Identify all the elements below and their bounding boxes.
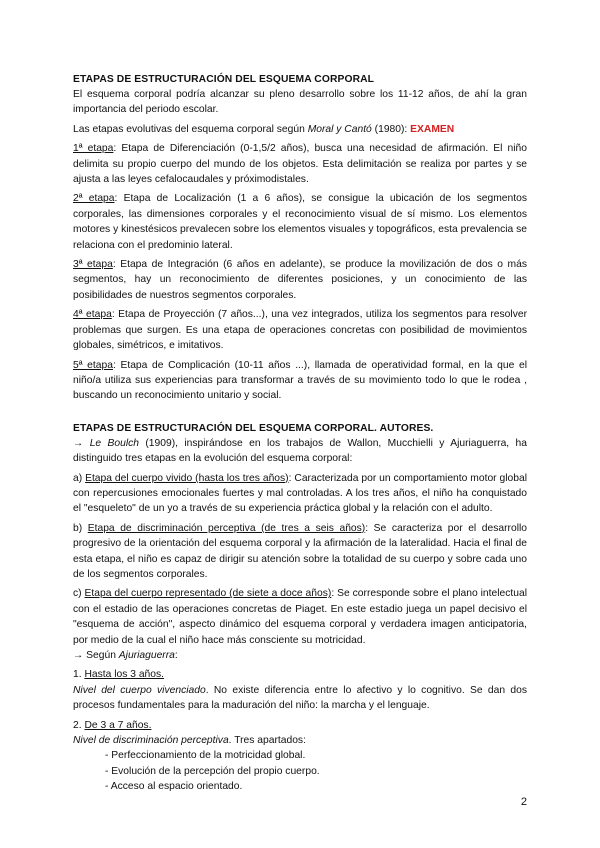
point1-level: Nivel del cuerpo vivenciado <box>73 684 206 696</box>
exam-tag: EXAMEN <box>410 123 455 135</box>
stage-label: 2ª etapa <box>73 193 115 205</box>
section2-heading: ETAPAS DE ESTRUCTURACIÓN DEL ESQUEMA CORPORAL. AUTORES. <box>73 422 434 434</box>
boulch-paragraph <box>73 436 527 467</box>
arrow-icon: → <box>73 437 90 449</box>
author-ajuriaguerra: Ajuriaguerra <box>118 650 175 661</box>
item-label: Etapa de discriminación perceptiva (de tres a seis años) <box>87 522 366 534</box>
stage-text: : Etapa de Complicación (10-11 años ...), llamada de operatividad formal, en la que el niño/a utiliza sus experiencias para transformar a través de su movimiento todo lo que le rodea , buscando un reconocimiento unitario y social. <box>73 359 527 402</box>
item-text: : Caracterizada por un comportamiento motor global con repercusiones emocionales fuertes y mal controladas. A los tres años, el niño ha conquistado el "esqueleto" de un yo a través de su experiencia práctica global y la relación con el adulto. <box>73 472 527 515</box>
point1-number: 1. <box>73 669 85 681</box>
stage-paragraph <box>73 358 527 404</box>
intro-paragraph: El esquema corporal podría alcanzar su pleno desarrollo sobre los 11-12 años, de ahí la gran importancia del periodo escolar. <box>73 89 527 116</box>
point2-label: De 3 a 7 años. <box>84 719 152 731</box>
stage-text: : Etapa de Proyección (7 años...), una vez integrados, utiliza los segmentos para resolver problemas que surgen. Es una etapa de operaciones concretas con posibilidad de movimientos globales, simétricos, e imitativos. <box>73 309 527 352</box>
point2-level: Nivel de discriminación perceptiva <box>73 735 229 747</box>
evolution-intro-text: Las etapas evolutivas del esquema corporal según <box>73 123 308 135</box>
list-item: - Evolución de la percepción del propio cuerpo. <box>105 765 320 777</box>
item-prefix: b) <box>73 522 88 534</box>
boulch-item <box>73 586 527 648</box>
point2-paragraph <box>73 733 527 748</box>
authors-moral-canto: Moral y Cantó <box>307 123 372 135</box>
page-number: 2 <box>520 796 527 808</box>
stage-label: 4ª etapa <box>73 309 112 321</box>
point2-heading <box>73 718 527 733</box>
item-text: : Se caracteriza por el desarrollo progresivo de la orientación del esquema corporal y la afirmación de la lateralidad. Hacia el final de esta etapa, el niño es capaz de dirigir su atención sobre la totalidad de su cuerpo y sobre cada uno de los segmentos corporales. <box>73 522 527 580</box>
stage-paragraph <box>73 257 527 303</box>
evolution-year: (1980): <box>371 123 411 135</box>
item-prefix: c) <box>73 588 85 600</box>
item-text: : Se corresponde sobre el plano intelectual con el estadio de las operaciones concretas de Piaget. En este estadio juega un papel decisivo el "esquema de acción", aspecto dinámico del esquema corporal y verdadera imagen anticipatoria, por medio de la cual el niño hace más consciente su motricidad. <box>73 588 527 646</box>
author-le-boulch: Le Boulch <box>89 437 139 449</box>
boulch-item <box>73 521 527 583</box>
stage-text: : Etapa de Diferenciación (0-1,5/2 años), busca una necesidad de afirmación. El niño delimita su propio cuerpo del mundo de los objetos. Esta delimitación se realiza por partes y se ajusta a las leyes cefalocaudales y próximodistales. <box>73 143 527 186</box>
item-prefix: a) <box>73 472 86 484</box>
stage-label: 3ª etapa <box>73 259 113 271</box>
point2-text: . Tres apartados: <box>228 735 306 747</box>
stage-paragraph <box>73 141 527 187</box>
document-page <box>73 62 527 795</box>
list-item: - Acceso al espacio orientado. <box>105 781 243 793</box>
stage-text: : Etapa de Localización (1 a 6 años), se consigue la ubicación de los segmentos corporales, las dimensiones corporales y el reconocimiento visual de sí mismo. Los elementos motores y kinestésicos prevalecen sobre los elementos visuales y topográficos, esta prevalencia se relaciona con el predominio lateral. <box>73 193 527 251</box>
stage-label: 5ª etapa <box>73 359 113 371</box>
stage-text: : Etapa de Integración (6 años en adelante), se produce la movilización de dos o más segmentos, hay un reconocimiento de diferentes posiciones, y un conocimiento de las posibilidades de nuestros segmentos corporales. <box>73 259 527 301</box>
point1-text: . No existe diferencia entre lo afectivo y lo cognitivo. Se dan dos procesos fundamentales para la maduración del niño: la marcha y el lenguaje. <box>73 684 527 712</box>
ajuriaguerra-line <box>73 648 527 663</box>
stage-paragraph <box>73 191 527 253</box>
point2-number: 2. <box>73 719 85 731</box>
point1-label: Hasta los 3 años. <box>84 669 165 681</box>
point2-list <box>73 748 527 794</box>
section1-heading: ETAPAS DE ESTRUCTURACIÓN DEL ESQUEMA CORPORAL <box>73 74 375 85</box>
item-label: Etapa del cuerpo vivido (hasta los tres años) <box>85 472 289 484</box>
stage-label: 1ª etapa <box>73 143 114 155</box>
boulch-text: (1909), inspirándose en los trabajos de Wallon, Mucchielli y Ajuriaguerra, ha distinguido tres etapas en la evolución del esquema corporal: <box>73 437 527 465</box>
boulch-item <box>73 471 527 517</box>
arrow-icon: → Según <box>73 650 119 661</box>
point1-heading <box>73 667 527 682</box>
item-label: Etapa del cuerpo representado (de siete a doce años) <box>84 588 332 600</box>
point1-paragraph <box>73 683 527 714</box>
list-item: - Perfeccionamiento de la motricidad global. <box>105 750 306 762</box>
stage-paragraph <box>73 307 527 353</box>
ajuria-colon: : <box>174 650 178 661</box>
evolution-intro-paragraph <box>73 122 527 137</box>
